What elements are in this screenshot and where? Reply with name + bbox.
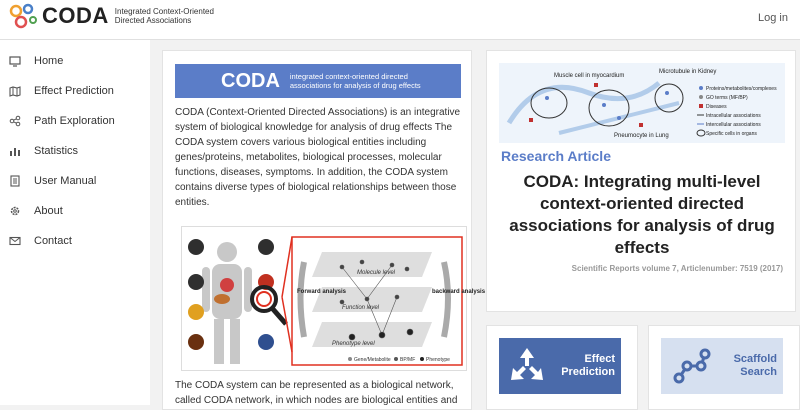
legend-go-terms: GO terms (MF/BP) (706, 95, 748, 101)
network-text: The CODA system can be represented as a biological network, called CODA network, in which nodes are biological entities and (175, 380, 458, 406)
logo-text: CODA (42, 3, 109, 28)
bar-chart-icon (8, 144, 22, 158)
forward-analysis-label: Forward analysis (297, 289, 347, 295)
legend-intracellular: Intracellular associations (706, 113, 761, 119)
sidebar-item-label: Home (34, 55, 64, 67)
legend-intercellular: Intercellular associations (706, 122, 761, 128)
legend-phenotype-label: Phenotype (426, 357, 450, 363)
function-level-label: Function level (342, 305, 380, 311)
sidebar-item-path-exploration[interactable] (0, 106, 150, 136)
legend-bp-label: BP/MF (400, 357, 416, 363)
scaffold-nodes-icon (671, 346, 711, 386)
intro-card (162, 50, 486, 410)
banner-subtitle: integrated context-oriented directed associations for analysis of drug effects (289, 72, 421, 90)
molecule-level-label: Molecule level (357, 270, 396, 276)
login-link[interactable]: Log in (758, 12, 788, 24)
microtubule-label: Microtubule in Kidney (659, 69, 717, 75)
sidebar-item-label: Path Exploration (34, 115, 115, 127)
article-figure (499, 63, 785, 143)
sidebar-item-label: Statistics (34, 145, 79, 157)
sidebar-item-statistics[interactable] (0, 136, 150, 166)
sidebar-item-contact[interactable] (0, 226, 150, 256)
legend-cells: Specific cells in organs (706, 131, 757, 137)
coda-logo-icon (8, 3, 38, 29)
banner-title: CODA (221, 69, 280, 92)
article-card[interactable] (486, 50, 796, 312)
top-bar (0, 0, 800, 40)
pneumocyte-label: Pneumocyte in Lung (614, 133, 669, 139)
sidebar-item-effect-prediction[interactable] (0, 76, 150, 106)
legend-diseases: Diseases (706, 104, 727, 110)
scaffold-search-card (648, 325, 800, 410)
monitor-icon (8, 54, 22, 68)
article-type: Research Article (501, 148, 611, 164)
gear-icon (8, 204, 22, 218)
intro-text: CODA (Context-Oriented Directed Associations) is an integrative system of biological knowledge for analysis of drug effects The CODA system covers various biological entities including genes/proteins, metabolites, biological processes, molecular functions, diseases, symptoms. In addition, the CODA system contains diverse types of biological relationships between those entities. (175, 107, 461, 208)
sidebar-item-label: Effect Prediction (34, 85, 114, 97)
mail-icon (8, 234, 22, 248)
three-way-arrows-icon (507, 346, 547, 386)
logo-subtitle: Integrated Context-Oriented Directed Associations (114, 7, 214, 25)
sidebar-item-label: About (34, 205, 63, 217)
article-citation: Scientific Reports volume 7, Articlenumber: 7519 (2017) (571, 264, 783, 273)
coda-overview-figure (181, 226, 486, 371)
muscle-cell-label: Muscle cell in myocardium (554, 73, 625, 79)
sidebar-item-user-manual[interactable] (0, 166, 150, 196)
effect-prediction-card (486, 325, 638, 410)
effect-prediction-label: Effect Prediction (561, 353, 615, 378)
sidebar (0, 40, 150, 405)
logo[interactable] (8, 3, 215, 29)
legend-gene-label: Gene/Metabolite (354, 357, 391, 363)
scaffold-search-label: Scaffold Search (733, 353, 777, 378)
sidebar-item-about[interactable] (0, 196, 150, 226)
backward-analysis-label: backward analysis (432, 289, 486, 295)
coda-banner (175, 64, 461, 98)
share-icon (8, 114, 22, 128)
document-icon (8, 174, 22, 188)
phenotype-level-label: Phenotype level (332, 341, 375, 347)
scaffold-search-button[interactable] (661, 338, 783, 394)
map-icon (8, 84, 22, 98)
sidebar-item-label: User Manual (34, 175, 97, 187)
sidebar-item-label: Contact (34, 235, 72, 247)
human-body-illustration (202, 242, 252, 364)
article-title[interactable]: CODA: Integrating multi-level context-oriented directed associations for analysis of drug effects (509, 172, 775, 257)
sidebar-item-home[interactable] (0, 46, 150, 76)
effect-prediction-button[interactable] (499, 338, 621, 394)
legend-proteins: Proteins/metabolites/complexes (706, 86, 777, 92)
